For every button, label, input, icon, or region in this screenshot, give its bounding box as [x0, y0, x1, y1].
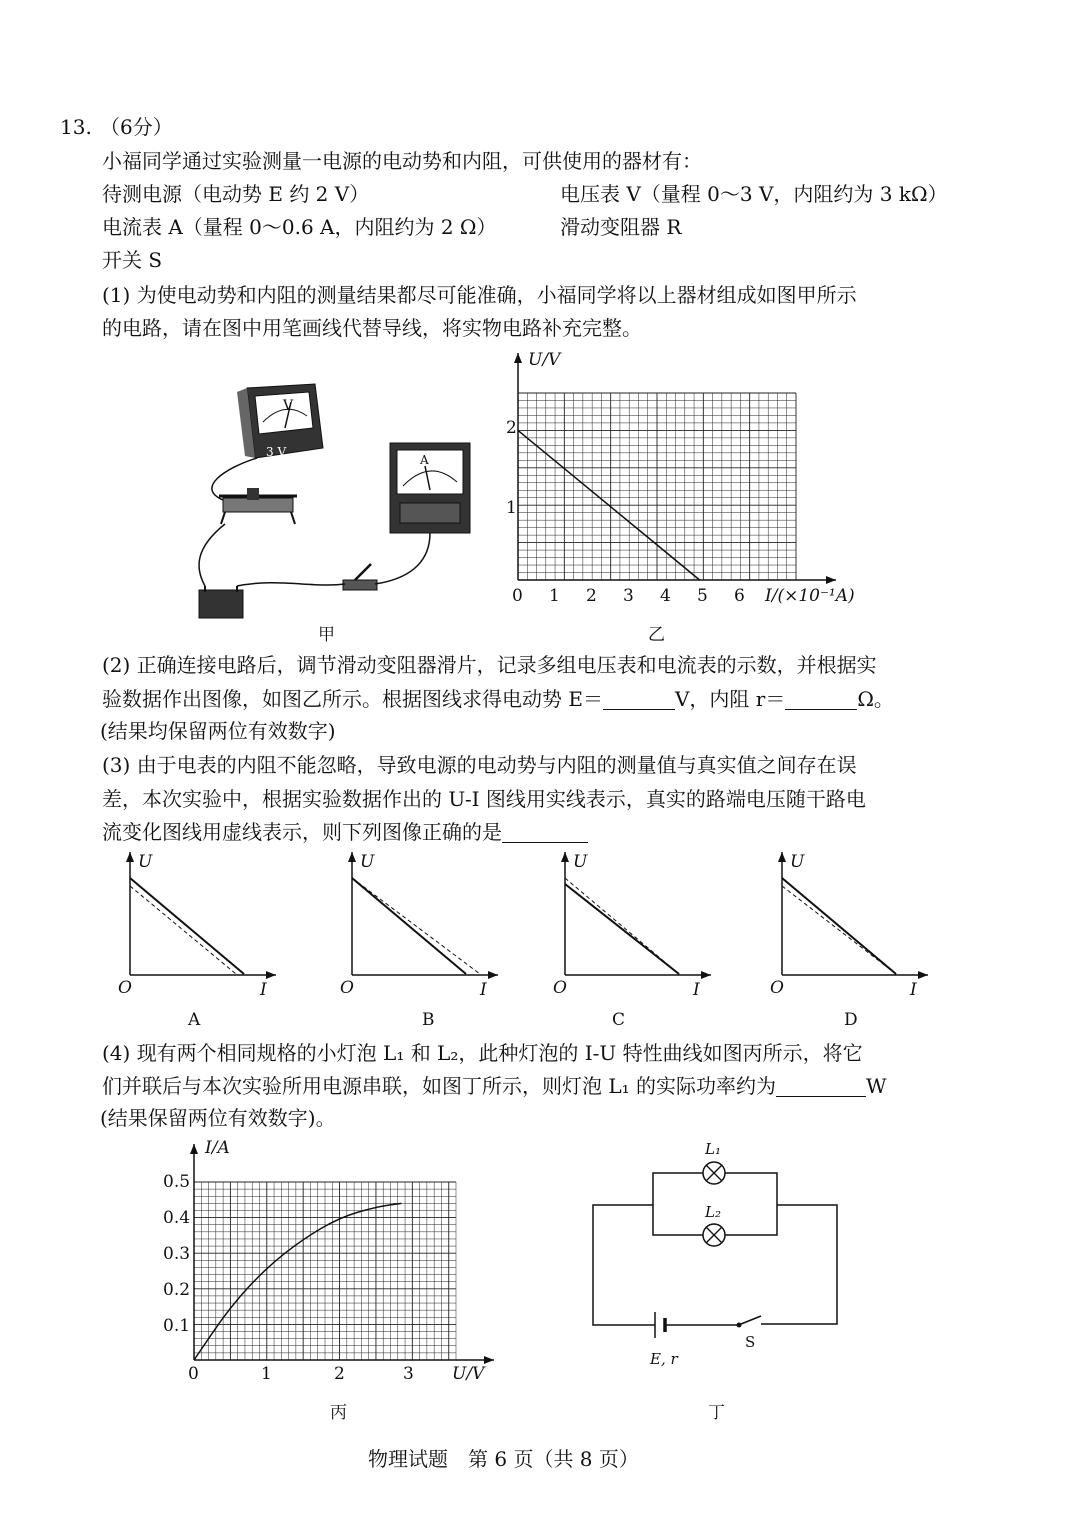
- equipment-rheostat: 滑动变阻器 R: [560, 215, 682, 239]
- resistance-answer-blank[interactable]: [785, 689, 857, 710]
- yi-y-axis-label: U/V: [528, 350, 561, 370]
- part3-text-a: 流变化图线用虚线表示，则下列图像正确的是: [102, 820, 502, 844]
- option-a-u-label: U: [138, 852, 153, 872]
- figure-jia-caption: 甲: [318, 625, 335, 645]
- yi-x-tick-1: 1: [549, 586, 560, 606]
- figure-ding-circuit: [585, 1150, 845, 1350]
- part2-text-c: Ω。: [857, 687, 894, 711]
- figure-yi-caption: 乙: [648, 625, 665, 645]
- option-b-label[interactable]: B: [422, 1010, 435, 1030]
- jia-voltmeter-range: 3 V: [266, 445, 287, 459]
- part4-text-a: 们并联后与本次实验所用电源串联，如图丁所示，则灯泡 L₁ 的实际功率约为: [102, 1074, 777, 1098]
- yi-x-tick-0: 0: [512, 586, 523, 606]
- figure-jia-circuit: [185, 378, 515, 618]
- x-axis-arrow: [826, 576, 836, 584]
- option-d-u-label: U: [790, 852, 805, 872]
- ding-source-label: E, r: [650, 1350, 678, 1368]
- option-b-u-label: U: [360, 852, 375, 872]
- part4-text-line2: [102, 1073, 887, 1099]
- yi-x-tick-6: 6: [734, 586, 745, 606]
- part2-text-line1: (2) 正确连接电路后，调节滑动变阻器滑片，记录多组电压表和电流表的示数，并根据实: [102, 653, 877, 677]
- y-axis-arrow: [190, 1144, 198, 1154]
- part4-text-line3: (结果保留两位有效数字)。: [100, 1106, 336, 1130]
- bing-y-tick-01: 0.1: [163, 1316, 191, 1336]
- jia-voltmeter-label: V: [283, 398, 294, 414]
- bing-x-axis-label: U/V: [452, 1364, 485, 1384]
- option-c-o-label: O: [553, 978, 567, 998]
- bing-x-tick-1: 1: [261, 1364, 272, 1384]
- yi-y-tick-1: 1: [506, 498, 517, 518]
- option-c-u-label: U: [573, 852, 588, 872]
- ding-switch-label: S: [745, 1333, 756, 1351]
- option-d-label[interactable]: D: [844, 1010, 858, 1030]
- option-a-i-label: I: [260, 980, 267, 1000]
- part1-text-line2: 的电路，请在图中用笔画线代替导线，将实物电路补充完整。: [102, 316, 642, 340]
- question-intro: 小福同学通过实验测量一电源的电动势和内阻，可供使用的器材有：: [102, 149, 702, 173]
- bing-x-tick-3: 3: [403, 1364, 414, 1384]
- option-answer-blank[interactable]: [502, 822, 588, 843]
- option-d-i-label: I: [910, 980, 917, 1000]
- option-b-i-label: I: [480, 980, 487, 1000]
- part3-text-line1: (3) 由于电表的内阻不能忽略，导致电源的电动势与内阻的测量值与真实值之间存在误: [102, 753, 857, 777]
- page-footer: 物理试题 第 6 页（共 8 页）: [368, 1447, 639, 1471]
- ding-l1-label: L₁: [705, 1140, 721, 1158]
- equipment-voltmeter: 电压表 V（量程 0～3 V，内阻约为 3 kΩ）: [560, 182, 948, 206]
- emf-answer-blank[interactable]: [603, 689, 675, 710]
- option-b-o-label: O: [340, 978, 354, 998]
- question-number: 13.: [60, 115, 92, 139]
- part3-text-line2: 差，本次实验中，根据实验数据作出的 U-I 图线用实线表示，真实的路端电压随干路电: [102, 787, 866, 811]
- ding-l2-label: L₂: [705, 1203, 721, 1221]
- equipment-ammeter: 电流表 A（量程 0～0.6 A，内阻约为 2 Ω）: [102, 215, 497, 239]
- y-axis-arrow: [514, 353, 522, 363]
- figure-bing-caption: 丙: [330, 1403, 347, 1423]
- power-answer-blank[interactable]: [776, 1076, 866, 1097]
- yi-x-tick-3: 3: [623, 586, 634, 606]
- part4-text-b: W: [866, 1074, 887, 1098]
- figure-bing-graph: [180, 1135, 480, 1375]
- x-axis-arrow: [484, 1356, 494, 1364]
- bing-x-tick-0: 0: [188, 1364, 199, 1384]
- bing-y-axis-label: I/A: [205, 1138, 230, 1158]
- jia-ammeter-label: A: [420, 453, 429, 467]
- option-a-label[interactable]: A: [188, 1010, 201, 1030]
- equipment-source: 待测电源（电动势 E 约 2 V）: [102, 182, 370, 206]
- bing-y-tick-05: 0.5: [163, 1172, 191, 1192]
- part2-text-line3: (结果均保留两位有效数字): [100, 719, 336, 743]
- bing-y-tick-03: 0.3: [163, 1244, 191, 1264]
- part1-text-line1: (1) 为使电动势和内阻的测量结果都尽可能准确，小福同学将以上器材组成如图甲所示: [102, 283, 857, 307]
- option-d-o-label: O: [770, 978, 784, 998]
- bing-x-tick-2: 2: [334, 1364, 345, 1384]
- option-c-label[interactable]: C: [612, 1010, 626, 1030]
- yi-x-axis-label: I/(×10⁻¹A): [765, 586, 855, 606]
- option-c-i-label: I: [693, 980, 700, 1000]
- part2-text-line2: [102, 686, 894, 712]
- yi-x-tick-4: 4: [660, 586, 671, 606]
- part4-text-line1: (4) 现有两个相同规格的小灯泡 L₁ 和 L₂，此种灯泡的 I-U 特性曲线如图丙所示，将它: [102, 1041, 863, 1065]
- yi-x-tick-2: 2: [586, 586, 597, 606]
- bing-y-tick-04: 0.4: [163, 1208, 191, 1228]
- part3-text-line3: [102, 819, 588, 845]
- question-score: （6分）: [100, 115, 173, 139]
- bing-y-tick-02: 0.2: [163, 1280, 191, 1300]
- part2-text-b: V，内阻 r＝: [674, 687, 786, 711]
- yi-x-tick-5: 5: [697, 586, 708, 606]
- equipment-switch: 开关 S: [102, 248, 163, 272]
- part2-text-a: 验数据作出图像，如图乙所示。根据图线求得电动势 E＝: [102, 687, 603, 711]
- figure-ding-caption: 丁: [708, 1403, 725, 1423]
- yi-y-tick-2: 2: [506, 418, 517, 438]
- figure-yi-graph: [500, 345, 830, 605]
- option-a-o-label: O: [118, 978, 132, 998]
